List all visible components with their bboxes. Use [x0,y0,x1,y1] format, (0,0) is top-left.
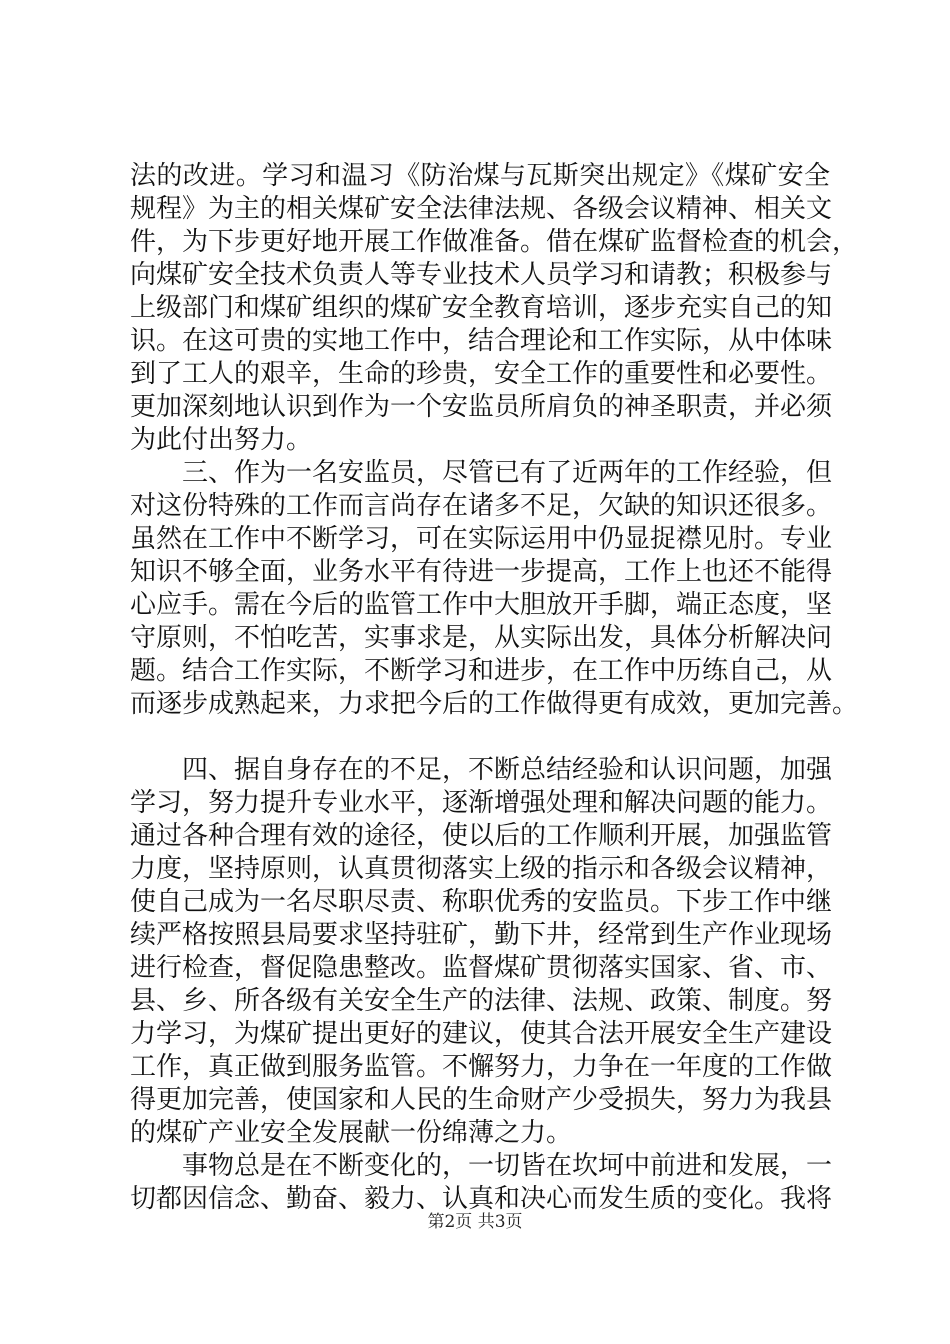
text-line: 向煤矿安全技术负责人等专业技术人员学习和请教；积极参与 [130,260,833,290]
text-line: 县、乡、所各级有关安全生产的法律、法规、政策、制度。努 [130,986,833,1016]
text-line: 件，为下步更好地开展工作做准备。借在煤矿监督检查的机会， [130,227,859,257]
text-line: 四、据自身存在的不足，不断总结经验和认识问题，加强 [130,755,833,785]
paragraph-2 [130,457,859,721]
text-line: 学习，努力提升专业水平，逐渐增强处理和解决问题的能力。 [130,788,833,818]
text-line: 虽然在工作中不断学习，可在实际运用中仍显捉襟见肘。专业 [130,524,833,554]
text-line: 三、作为一名安监员，尽管已有了近两年的工作经验，但 [130,458,833,488]
text-line: 更加深刻地认识到作为一个安监员所肩负的神圣职责，并必须 [130,392,833,422]
text-line: 守原则，不怕吃苦，实事求是，从实际出发，具体分析解决问 [130,623,833,653]
text-line: 知识不够全面，业务水平有待进一步提高，工作上也还不能得 [130,557,833,587]
text-line: 为此付出努力。 [130,425,313,455]
text-line: 力学习，为煤矿提出更好的建议，使其合法开展安全生产建设 [130,1019,833,1049]
paragraph-spacer [130,721,830,754]
text-line: 使自己成为一名尽职尽责、称职优秀的安监员。下步工作中继 [130,887,833,917]
document-body [130,160,859,1216]
text-line: 事物总是在不断变化的，一切皆在坎坷中前进和发展，一 [130,1151,833,1181]
text-line: 进行检查，督促隐患整改。监督煤矿贯彻落实国家、省、市、 [130,953,833,983]
text-line: 上级部门和煤矿组织的煤矿安全教育培训，逐步充实自己的知 [130,293,833,323]
text-line: 切都因信念、勤奋、毅力、认真和决心而发生质的变化。我将 [130,1184,833,1214]
text-line: 到了工人的艰辛，生命的珍贵，安全工作的重要性和必要性。 [130,359,833,389]
paragraph-3 [130,754,833,1150]
text-line: 题。结合工作实际，不断学习和进步，在工作中历练自己，从 [130,656,833,686]
text-line: 得更加完善，使国家和人民的生命财产少受损失，努力为我县 [130,1085,833,1115]
text-line: 识。在这可贵的实地工作中，结合理论和工作实际，从中体味 [130,326,833,356]
text-line: 力度，坚持原则，认真贯彻落实上级的指示和各级会议精神， [130,854,833,884]
text-line: 心应手。需在今后的监管工作中大胆放开手脚，端正态度，坚 [130,590,833,620]
text-line: 工作，真正做到服务监管。不懈努力，力争在一年度的工作做 [130,1052,833,1082]
text-line: 对这份特殊的工作而言尚存在诸多不足，欠缺的知识还很多。 [130,491,833,521]
text-line: 法的改进。学习和温习《防治煤与瓦斯突出规定》《煤矿安全 [130,161,830,191]
text-line: 续严格按照县局要求坚持驻矿，勤下井，经常到生产作业现场 [130,920,833,950]
text-line: 的煤矿产业安全发展献一份绵薄之力。 [130,1118,573,1148]
paragraph-4 [130,1150,833,1216]
paragraph-1 [130,160,859,457]
text-line: 通过各种合理有效的途径，使以后的工作顺利开展，加强监管 [130,821,833,851]
text-line: 规程》为主的相关煤矿安全法律法规、各级会议精神、相关文 [130,194,833,224]
page-number-footer: 第2页 共3页 [427,1212,523,1232]
text-line: 而逐步成熟起来，力求把今后的工作做得更有成效，更加完善。 [130,689,859,719]
